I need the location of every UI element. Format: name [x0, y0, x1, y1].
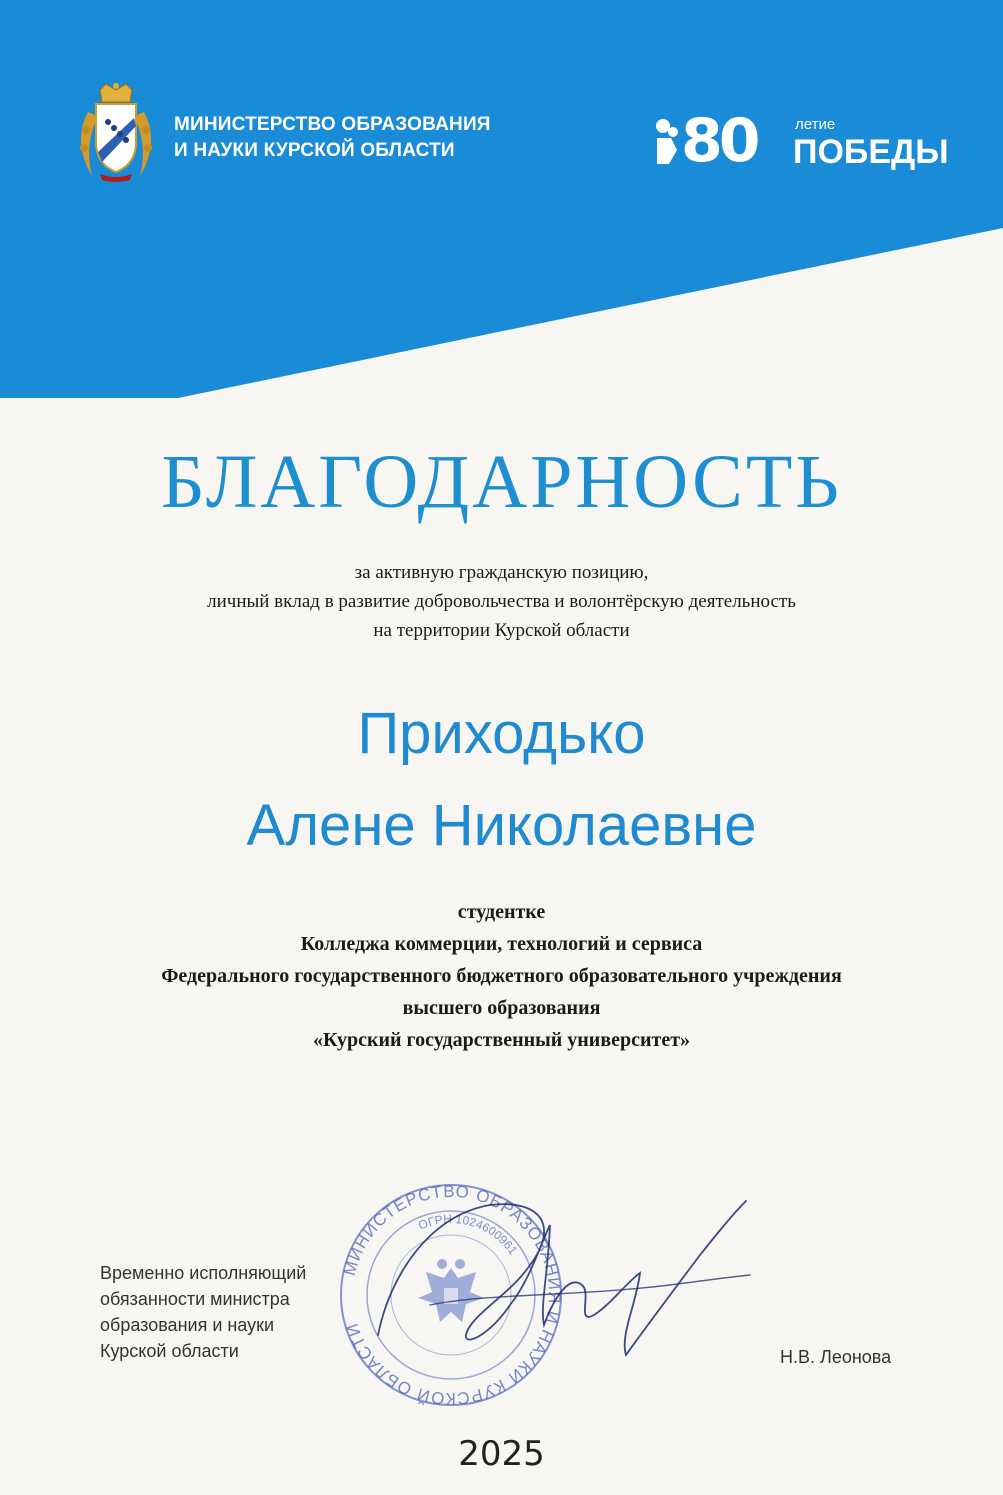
recipient-organization [0, 896, 1003, 1056]
header-banner [0, 0, 1003, 400]
recipient-surname: Приходько [357, 701, 646, 766]
reason-line: за активную гражданскую позицию, [354, 562, 649, 583]
victory-small-text: летие [795, 116, 836, 133]
org-line: Федерального государственного бюджетного образовательного учреждения [161, 965, 842, 987]
signatory-name: Н.В. Леонова [780, 1347, 892, 1367]
position-line: образования и науки [100, 1315, 275, 1335]
recipient-given-names: Алене Николаевне [246, 793, 757, 858]
svg-text:МИНИСТЕРСТВО ОБРАЗОВАНИЯ И НАУ: МИНИСТЕРСТВО ОБРАЗОВАНИЯ И НАУКИ КУРСКОЙ ОБЛАСТИ [339, 1181, 565, 1409]
ministry-line-2: И НАУКИ КУРСКОЙ ОБЛАСТИ [174, 140, 455, 161]
position-line: Курской области [100, 1341, 239, 1361]
position-line: обязанности министра [100, 1289, 290, 1309]
org-line: высшего образования [402, 997, 601, 1019]
org-line: Колледжа коммерции, технологий и сервиса [300, 933, 703, 955]
org-line: «Курский государственный университет» [312, 1029, 691, 1051]
svg-text:ОГРН 1024600961: ОГРН 1024600961 [416, 1211, 521, 1258]
handwritten-signature [370, 1185, 770, 1385]
victory-80-logo [655, 106, 949, 176]
ministry-line-1: МИНИСТЕРСТВО ОБРАЗОВАНИЯ [174, 114, 491, 135]
org-line: студентке [457, 901, 546, 923]
position-line: Временно исполняющий [100, 1263, 307, 1283]
victory-figure-icon [655, 116, 679, 166]
document-year: 2025 [458, 1434, 545, 1474]
victory-big-text: ПОБЕДЫ [793, 133, 949, 171]
reason-line: личный вклад в развитие добровольчества и волонтёрскую деятельность [207, 591, 796, 612]
recipient-name [0, 688, 1003, 872]
kursk-coat-of-arms-icon [70, 82, 162, 182]
reason-line: на территории Курской области [373, 620, 630, 641]
victory-number: 80 [681, 106, 757, 176]
reason-text [0, 558, 1003, 645]
ministry-name [174, 112, 534, 164]
document-title: БЛАГОДАРНОСТЬ [161, 440, 842, 524]
